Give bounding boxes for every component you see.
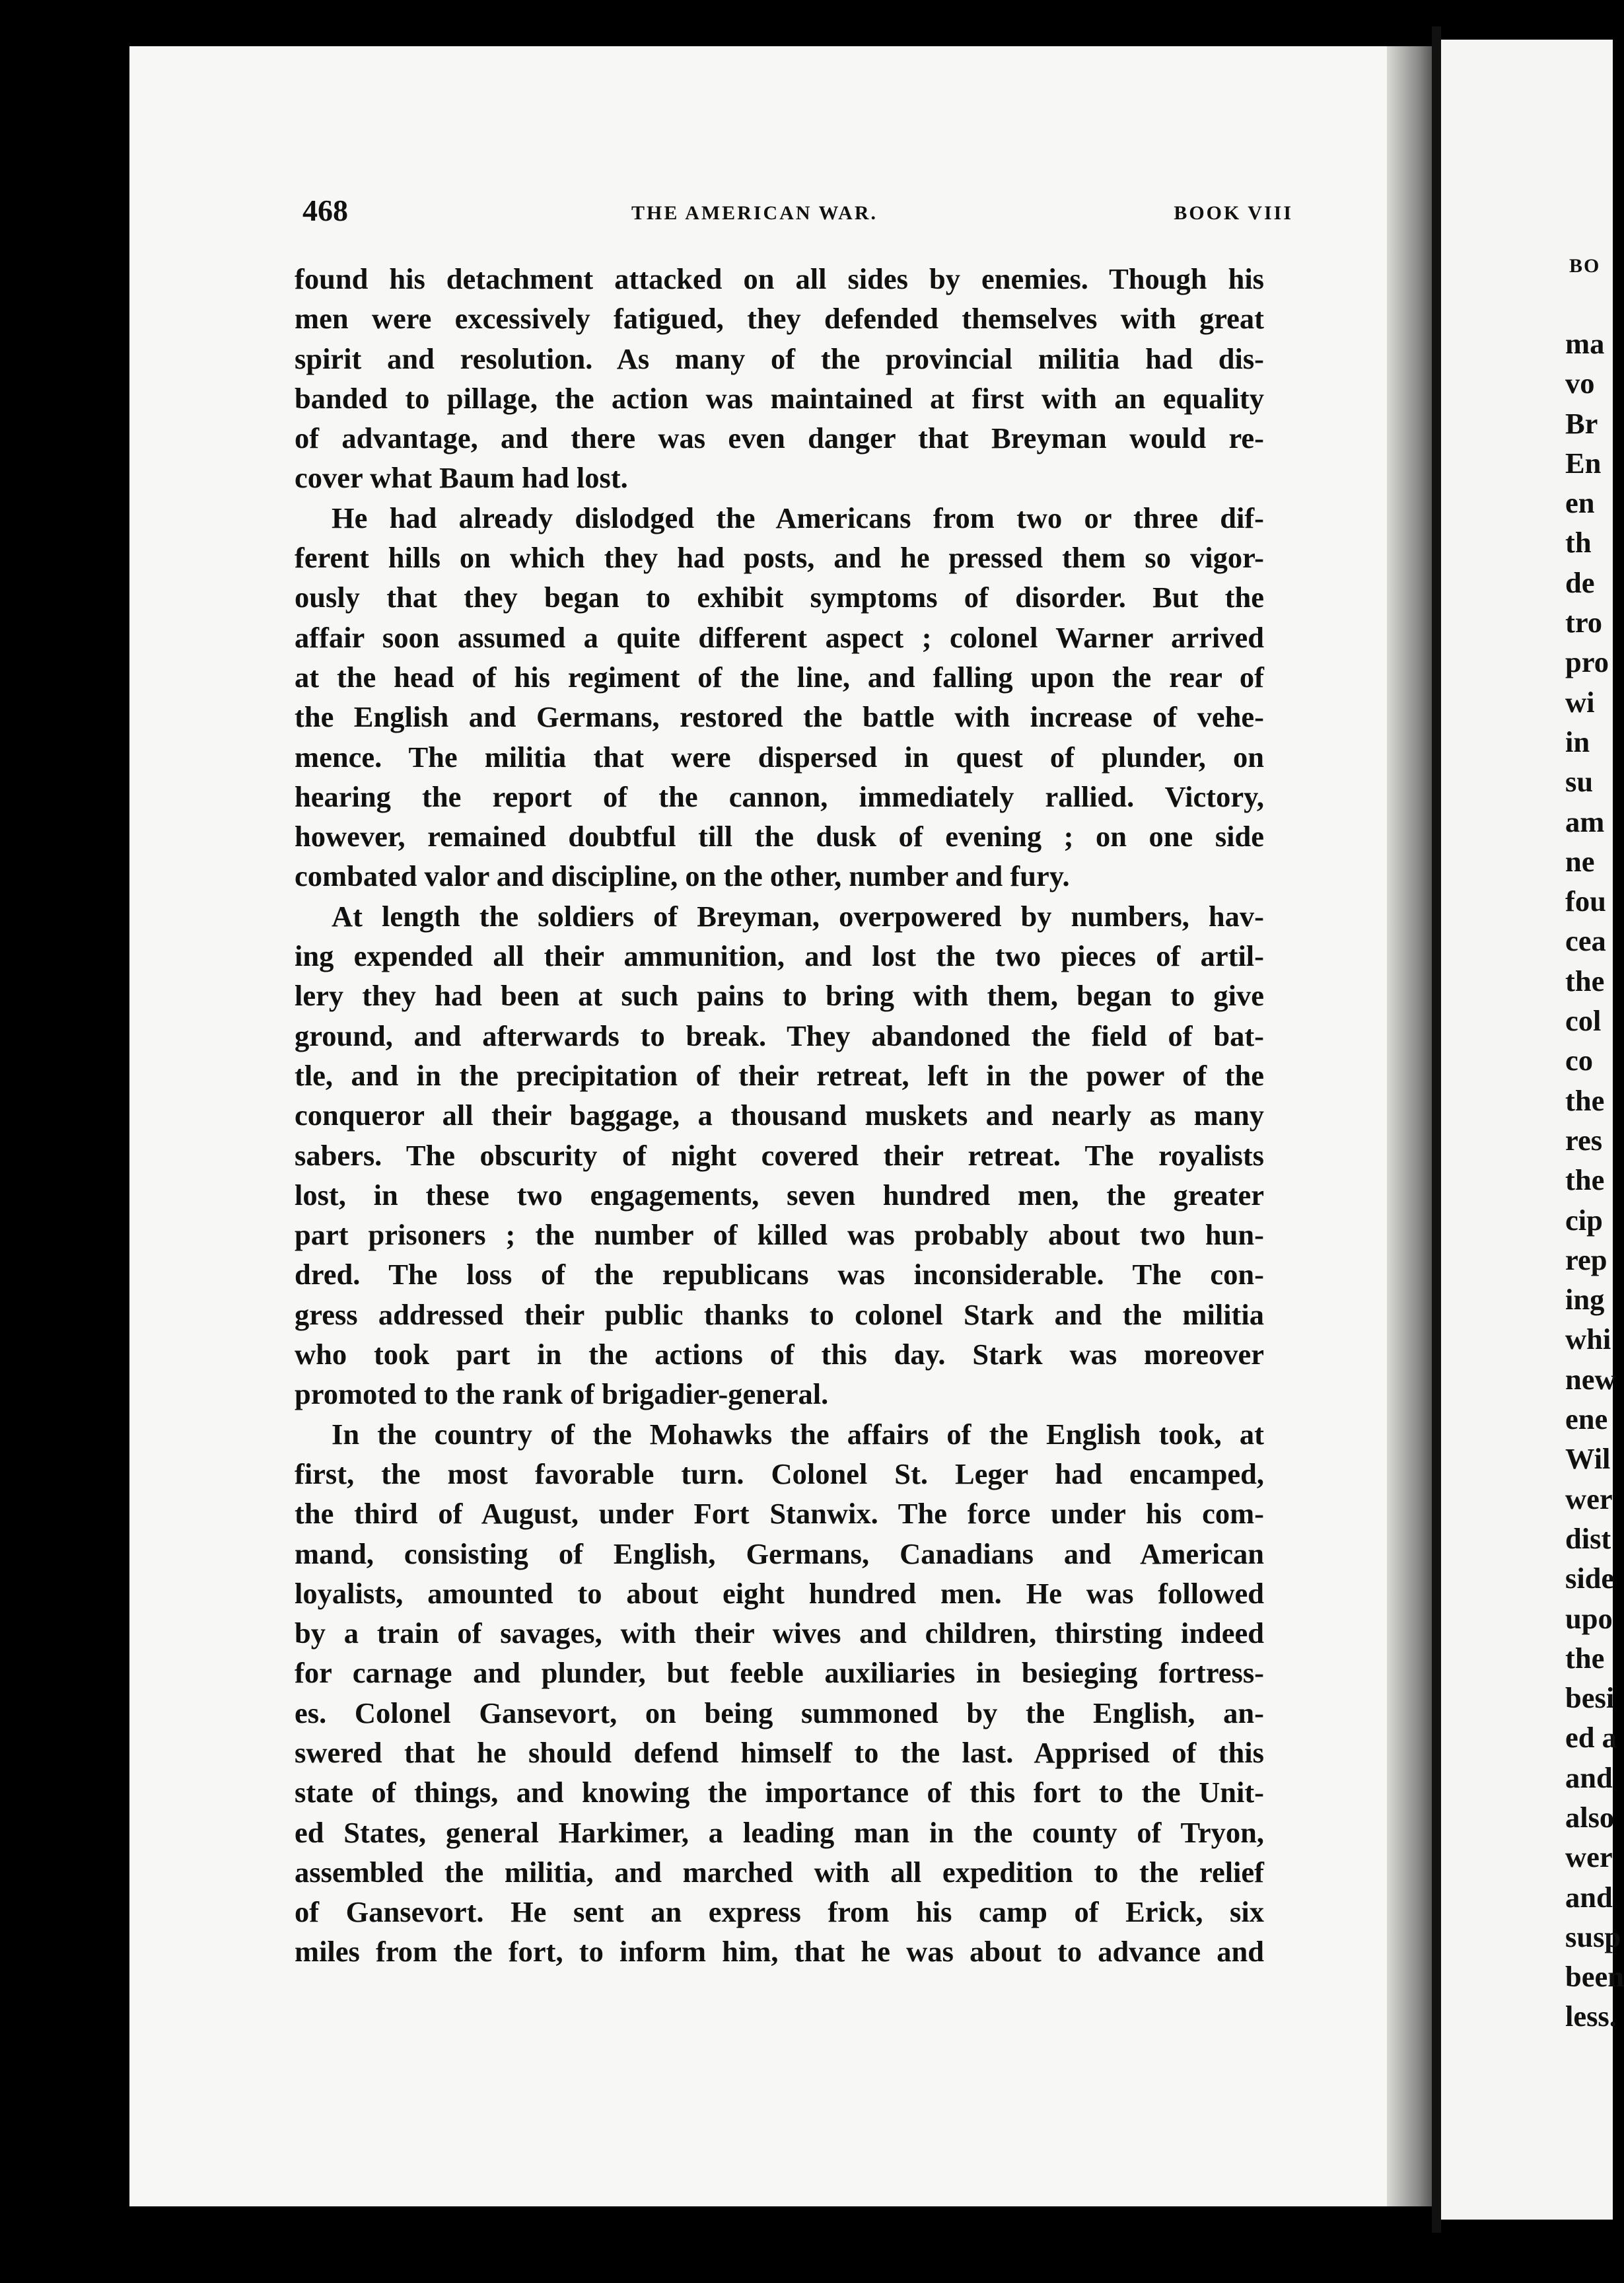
text-line: at the head of his regiment of the line, and falling upon the rear of	[295, 660, 1264, 694]
running-book-label: BOOK VIII	[1174, 202, 1293, 224]
facing-page-running-head: BO	[1569, 255, 1601, 277]
facing-page-line-fragment: and	[1565, 1760, 1613, 1794]
facing-page-line-fragment: susp	[1565, 1920, 1621, 1953]
text-line: promoted to the rank of brigadier-general.	[295, 1377, 829, 1411]
text-line: found his detachment attacked on all sides by enemies. Though his	[295, 262, 1264, 295]
facing-page-line-fragment: su	[1565, 765, 1594, 799]
facing-page-line-fragment: ma	[1565, 327, 1605, 360]
page-number: 468	[302, 194, 348, 227]
facing-page-line-fragment: new	[1565, 1362, 1616, 1396]
facing-page-line-fragment: col	[1565, 1004, 1602, 1038]
text-line: by a train of savages, with their wives and children, thirsting indeed	[295, 1616, 1264, 1650]
text-line: He had already dislodged the Americans from two or three dif-	[332, 501, 1264, 534]
text-line: who took part in the actions of this day. Stark was moreover	[295, 1338, 1264, 1371]
text-line: combated valor and discipline, on the other, number and fury.	[295, 859, 1070, 893]
text-line: affair soon assumed a quite different aspect ; colonel Warner arrived	[295, 620, 1264, 654]
facing-page-line-fragment: in	[1565, 725, 1590, 758]
text-line: cover what Baum had lost.	[295, 461, 628, 495]
book-gutter	[1432, 26, 1441, 2233]
facing-page-line-fragment: the	[1565, 1083, 1605, 1117]
text-line: swered that he should defend himself to the last. Apprised of this	[295, 1735, 1264, 1769]
text-line: lost, in these two engagements, seven hundred men, the greater	[295, 1178, 1264, 1212]
text-line: ed States, general Harkimer, a leading man in the county of Tryon,	[295, 1815, 1264, 1849]
text-line: the English and Germans, restored the battle with increase of vehe-	[295, 700, 1264, 734]
text-line: loyalists, amounted to about eight hundred men. He was followed	[295, 1576, 1264, 1610]
text-line: men were excessively fatigued, they defended themselves with great	[295, 302, 1264, 336]
text-line: mence. The militia that were dispersed in quest of plunder, on	[295, 740, 1264, 774]
facing-page-line-fragment: whi	[1565, 1323, 1611, 1356]
facing-page-line-fragment: the	[1565, 1641, 1605, 1675]
text-line: sabers. The obscurity of night covered their retreat. The royalists	[295, 1138, 1264, 1172]
text-line: of advantage, and there was even danger that Breyman would re-	[295, 421, 1264, 455]
facing-page-line-fragment: ed a	[1565, 1721, 1617, 1755]
facing-page-line-fragment: En	[1565, 446, 1602, 480]
facing-page-line-fragment: the	[1565, 1163, 1605, 1197]
text-line: tle, and in the precipitation of their retreat, left in the power of the	[295, 1058, 1264, 1092]
text-line: hearing the report of the cannon, immediately rallied. Victory,	[295, 779, 1264, 813]
text-line: ously that they began to exhibit symptoms of disorder. But the	[295, 581, 1264, 614]
facing-page-line-fragment: am	[1565, 805, 1605, 838]
facing-page-line-fragment: Wil	[1565, 1442, 1611, 1476]
facing-page-line-fragment: cip	[1565, 1203, 1603, 1237]
facing-page-line-fragment: been	[1565, 1960, 1624, 1994]
facing-page-line-fragment: th	[1565, 526, 1592, 560]
text-line: banded to pillage, the action was maintained at first with an equality	[295, 381, 1264, 415]
text-line: for carnage and plunder, but feeble auxiliaries in besieging fortress-	[295, 1656, 1264, 1690]
facing-page-line-fragment: wer	[1565, 1482, 1613, 1515]
running-title: THE AMERICAN WAR.	[631, 202, 878, 224]
facing-page-line-fragment: cea	[1565, 924, 1606, 958]
body-text	[295, 259, 1264, 1972]
text-line: es. Colonel Gansevort, on being summoned by the English, an-	[295, 1696, 1264, 1729]
text-line: At length the soldiers of Breyman, overpowered by numbers, hav-	[332, 899, 1264, 933]
facing-page-line-fragment: vo	[1565, 367, 1595, 400]
facing-page-line-fragment: en	[1565, 486, 1595, 520]
facing-page-line-fragment: ing	[1565, 1283, 1605, 1317]
facing-page-line-fragment: wer	[1565, 1840, 1613, 1874]
text-line: ferent hills on which they had posts, and he pressed them so vigor-	[295, 541, 1264, 575]
facing-page-text	[1565, 324, 1624, 2037]
text-line: gress addressed their public thanks to colonel Stark and the militia	[295, 1297, 1264, 1331]
facing-page-line-fragment: de	[1565, 565, 1595, 599]
facing-page-line-fragment: rep	[1565, 1243, 1607, 1276]
facing-page-line-fragment: pro	[1565, 645, 1609, 679]
facing-page-line-fragment: fou	[1565, 885, 1606, 918]
facing-page-line-fragment: less.	[1565, 2000, 1617, 2033]
facing-page	[1441, 40, 1624, 2220]
text-line: miles from the fort, to inform him, that he was about to advance and	[295, 1935, 1264, 1969]
facing-page-line-fragment: side	[1565, 1562, 1615, 1595]
text-line: mand, consisting of English, Germans, Canadians and American	[295, 1537, 1264, 1570]
facing-page-line-fragment: Br	[1565, 406, 1598, 440]
text-line: ground, and afterwards to break. They abandoned the field of bat-	[295, 1019, 1264, 1052]
facing-page-line-fragment: ne	[1565, 844, 1595, 878]
facing-page-line-fragment: res	[1565, 1123, 1603, 1157]
facing-page-line-fragment: besi	[1565, 1681, 1615, 1715]
facing-page-line-fragment: co	[1565, 1044, 1594, 1077]
text-line: dred. The loss of the republicans was inconsiderable. The con-	[295, 1258, 1264, 1291]
text-line: In the country of the Mohawks the affairs of the English took, at	[332, 1417, 1264, 1451]
text-line: spirit and resolution. As many of the provincial militia had dis-	[295, 342, 1264, 375]
facing-page-line-fragment: and	[1565, 1880, 1613, 1914]
facing-page-line-fragment: ene	[1565, 1402, 1608, 1436]
facing-page-line-fragment: tro	[1565, 606, 1603, 639]
text-line: conqueror all their baggage, a thousand muskets and nearly as many	[295, 1099, 1264, 1132]
text-line: lery they had been at such pains to bring with them, began to give	[295, 979, 1264, 1013]
text-line: assembled the militia, and marched with all expedition to the relief	[295, 1855, 1264, 1889]
running-head	[302, 193, 1293, 230]
facing-page-line-fragment: upo	[1565, 1601, 1613, 1635]
text-line: the third of August, under Fort Stanwix. The force under his com-	[295, 1497, 1264, 1531]
facing-page-line-fragment: wi	[1565, 685, 1595, 719]
facing-page-line-fragment: also	[1565, 1800, 1615, 1834]
text-line: state of things, and knowing the importance of this fort to the Unit-	[295, 1776, 1264, 1809]
text-line: first, the most favorable turn. Colonel St. Leger had encamped,	[295, 1457, 1264, 1490]
facing-page-line-fragment: the	[1565, 964, 1605, 997]
text-line: of Gansevort. He sent an express from his camp of Erick, six	[295, 1895, 1264, 1929]
text-line: ing expended all their ammunition, and lost the two pieces of artil-	[295, 939, 1264, 973]
text-line: part prisoners ; the number of killed was probably about two hun-	[295, 1218, 1264, 1252]
facing-page-line-fragment: dist	[1565, 1521, 1611, 1555]
text-line: however, remained doubtful till the dusk of evening ; on one side	[295, 820, 1264, 853]
